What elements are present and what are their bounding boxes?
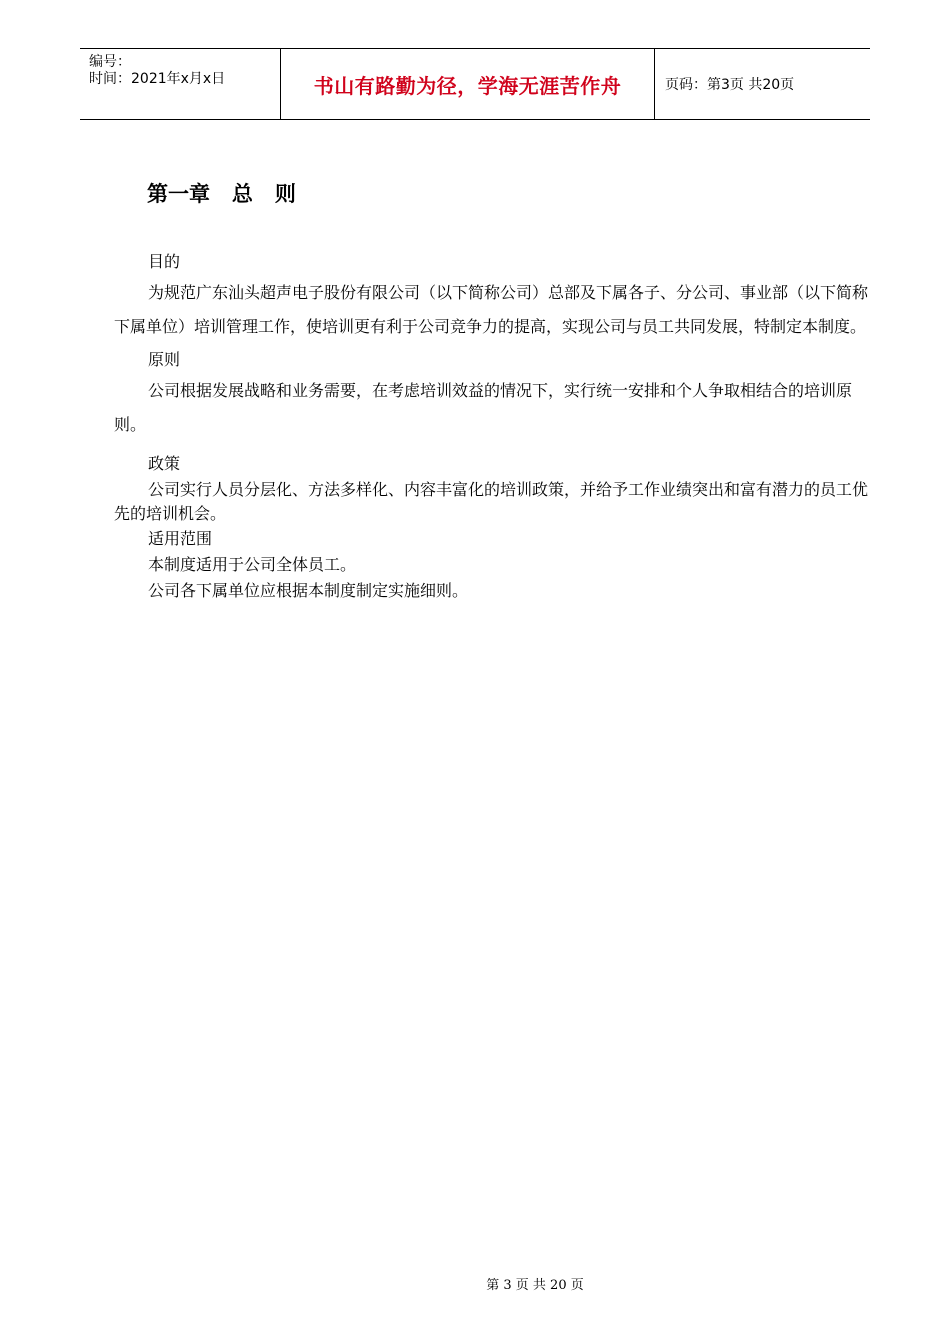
document-date: 时间：2021年x月x日	[89, 71, 226, 87]
section-body-purpose: 为规范广东汕头超声电子股份有限公司（以下简称公司）总部及下属各子、分公司、事业部（以下简称下属单位）培训管理工作，使培训更有利于公司竞争力的提高，实现公司与员工共同发展，特制定本制度。	[114, 283, 869, 336]
section-body-principle: 公司根据发展战略和业务需要，在考虑培训效益的情况下，实行统一安排和个人争取相结合的培训原则。	[114, 381, 853, 434]
scope-line-2: 公司各下属单位应根据本制度制定实施细则。	[148, 581, 469, 600]
section-heading-scope: 适用范围	[148, 529, 213, 548]
section-heading-policy: 政策	[148, 454, 181, 473]
page-header	[80, 48, 870, 120]
page-footer	[0, 1274, 950, 1293]
scope-line-1: 本制度适用于公司全体员工。	[148, 555, 357, 574]
section-heading-principle: 原则	[148, 350, 181, 369]
document-number-label: 编号：	[89, 54, 131, 70]
section-body-policy: 公司实行人员分层化、方法多样化、内容丰富化的培训政策，并给予工作业绩突出和富有潜力的员工优先的培训机会。	[114, 480, 869, 523]
footer-page-number: 第 3 页 共 20 页	[486, 1278, 584, 1293]
section-heading-purpose: 目的	[148, 252, 181, 271]
chapter-title: 第一章 总 则	[147, 182, 296, 206]
document-body	[114, 248, 874, 604]
header-motto: 书山有路勤为径，学海无涯苦作舟	[281, 49, 655, 119]
header-meta	[80, 49, 281, 119]
header-page-info: 页码：第3页 共20页	[665, 77, 795, 93]
